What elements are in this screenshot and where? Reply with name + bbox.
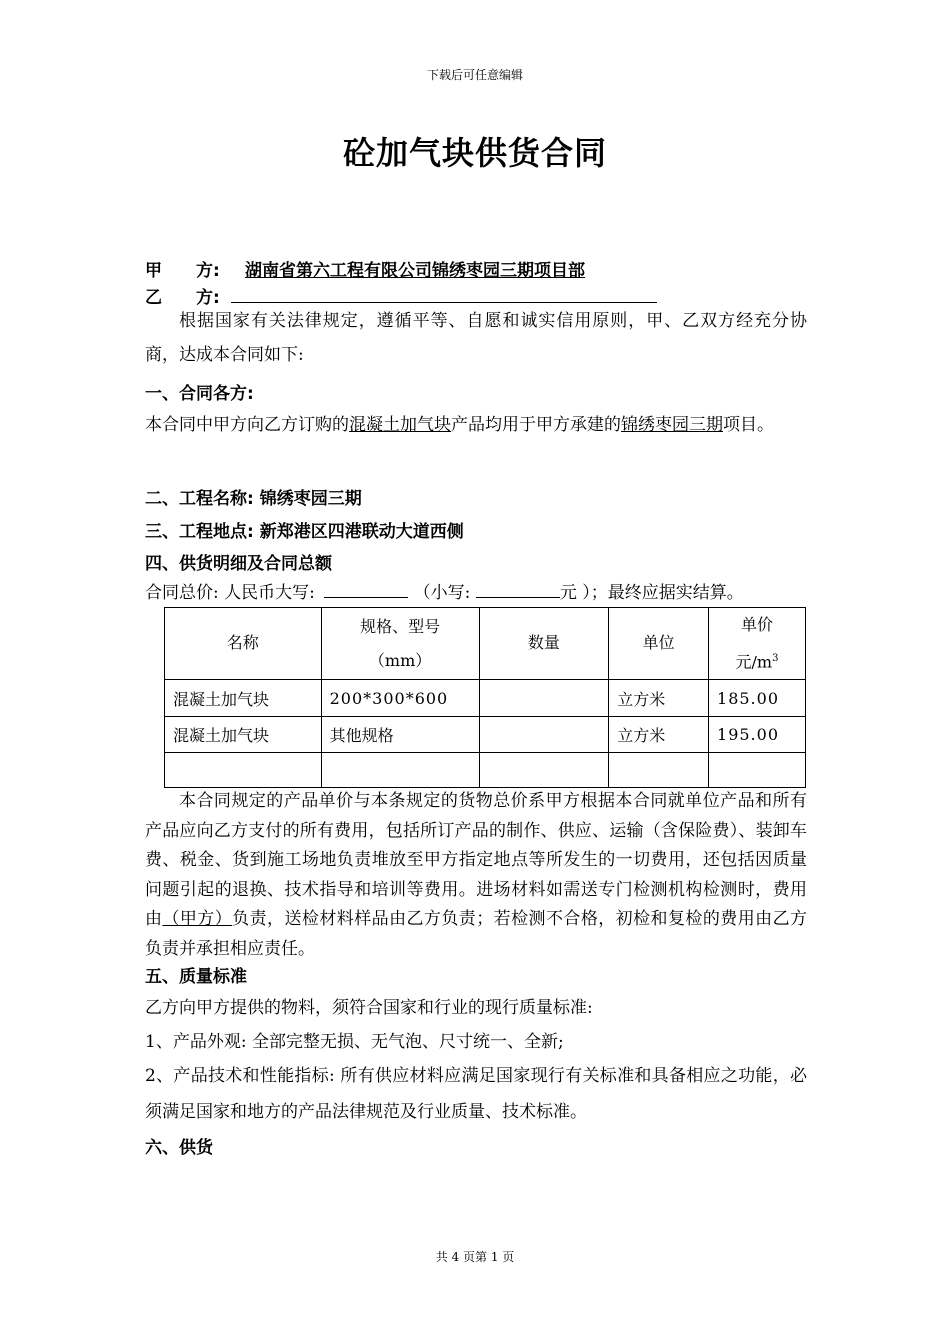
table-row xyxy=(165,717,806,753)
page-footer: 共 4 页第 1 页 xyxy=(435,1250,515,1264)
section-1-paragraph xyxy=(145,409,807,442)
row-1-unit: 立方米 xyxy=(609,680,709,717)
section-6-heading: 六、供货 xyxy=(145,1138,213,1158)
row-3-qty xyxy=(479,753,609,788)
header-note: 下载后可任意编辑 xyxy=(426,68,523,82)
section-1-project: 锦绣枣园三期 xyxy=(621,415,723,435)
party-a-label: 甲 方: xyxy=(145,261,220,281)
supply-table xyxy=(164,607,806,788)
section-1-product: 混凝土加气块 xyxy=(349,415,451,435)
header-spec xyxy=(321,608,479,680)
header-price-line1: 单价 xyxy=(741,615,774,634)
table-row xyxy=(165,680,806,717)
small-prefix: （小写: xyxy=(413,583,471,603)
contract-total-line xyxy=(145,578,744,603)
contract-title: 砼加气块供货合同 xyxy=(342,134,607,172)
row-2-price: 195.00 xyxy=(709,717,806,753)
row-1-qty xyxy=(479,680,609,717)
header-spec-line2: （mm） xyxy=(368,650,432,670)
party-a-value: 湖南省第六工程有限公司锦绣枣园三期项目部 xyxy=(245,261,585,281)
price-paragraph-before: 本合同规定的产品单价与本条规定的货物总价系甲方根据本合同就单位产品和所有产品应向乙方支付的所有费用，包括所订产品的制作、供应、运输（含保险费）、装卸车费、税金、货到施工场地负责堆放至甲方指定地点等所发生的一切费用，还包括因质量问题引起的退换、技术指导和培训等费用。进场材料如需送专门检测机构检测时，费用由 xyxy=(145,791,807,929)
row-3-name xyxy=(165,753,322,788)
row-2-spec: 其他规格 xyxy=(321,717,479,753)
party-a-line xyxy=(145,256,591,281)
header-unit: 单位 xyxy=(609,608,709,680)
row-2-unit: 立方米 xyxy=(609,717,709,753)
price-paragraph-after: 负责，送检材料样品由乙方负责；若检测不合格，初检和复检的费用由乙方负责并承担相应责任。 xyxy=(145,909,808,959)
price-paragraph-payer: （甲方） xyxy=(162,909,233,929)
section-1-heading: 一、合同各方: xyxy=(145,384,254,404)
row-1-spec: 200*300*600 xyxy=(321,680,479,717)
party-b-label: 乙 方: xyxy=(145,288,220,308)
section-5-item1: 1、产品外观: 全部完整无损、无气泡、尺寸统一、全新; xyxy=(145,1032,564,1052)
row-1-price: 185.00 xyxy=(709,680,806,717)
row-1-name: 混凝土加气块 xyxy=(165,680,322,717)
header-price-line2: 元$/m^3$ xyxy=(735,652,779,672)
section-5-line1: 乙方向甲方提供的物料，须符合国家和行业的现行质量标准: xyxy=(145,998,593,1018)
intro-paragraph: 根据国家有关法律规定，遵循平等、自愿和诚实信用原则，甲、乙双方经充分协商，达成本合同如下: xyxy=(145,311,807,365)
row-3-spec xyxy=(321,753,479,788)
row-2-name: 混凝土加气块 xyxy=(165,717,322,753)
section-1-text-mid: 产品均用于甲方承建的 xyxy=(451,415,621,435)
price-paragraph xyxy=(145,787,807,964)
section-1-text-after: 项目。 xyxy=(723,415,774,435)
header-name: 名称 xyxy=(165,608,322,680)
row-3-unit xyxy=(609,753,709,788)
total-prefix: 合同总价: 人民币大写: xyxy=(145,583,315,603)
table-row xyxy=(165,753,806,788)
section-1-text-before: 本合同中甲方向乙方订购的 xyxy=(145,415,349,435)
section-5-heading: 五、质量标准 xyxy=(145,967,247,987)
row-2-qty xyxy=(479,717,609,753)
section-4-heading: 四、供货明细及合同总额 xyxy=(145,554,332,574)
party-b-blank xyxy=(231,288,657,303)
table-header-row xyxy=(165,608,806,680)
header-qty: 数量 xyxy=(479,608,609,680)
header-price xyxy=(709,608,806,680)
total-lower-blank xyxy=(476,583,560,598)
small-suffix: 元 ）；最终应据实结算。 xyxy=(559,583,744,603)
total-upper-blank xyxy=(324,583,408,598)
section-3-heading: 三、工程地点: 新郑港区四港联动大道西侧 xyxy=(145,522,464,542)
section-5-item2: 2、产品技术和性能指标: 所有供应材料应满足国家现行有关标准和具备相应之功能，必须满足国家和地方的产品法律规范及行业质量、技术标准。 xyxy=(145,1066,807,1122)
header-spec-line1: 规格、型号 xyxy=(360,616,441,636)
section-2-heading: 二、工程名称: 锦绣枣园三期 xyxy=(145,489,362,509)
row-3-price xyxy=(709,753,806,788)
